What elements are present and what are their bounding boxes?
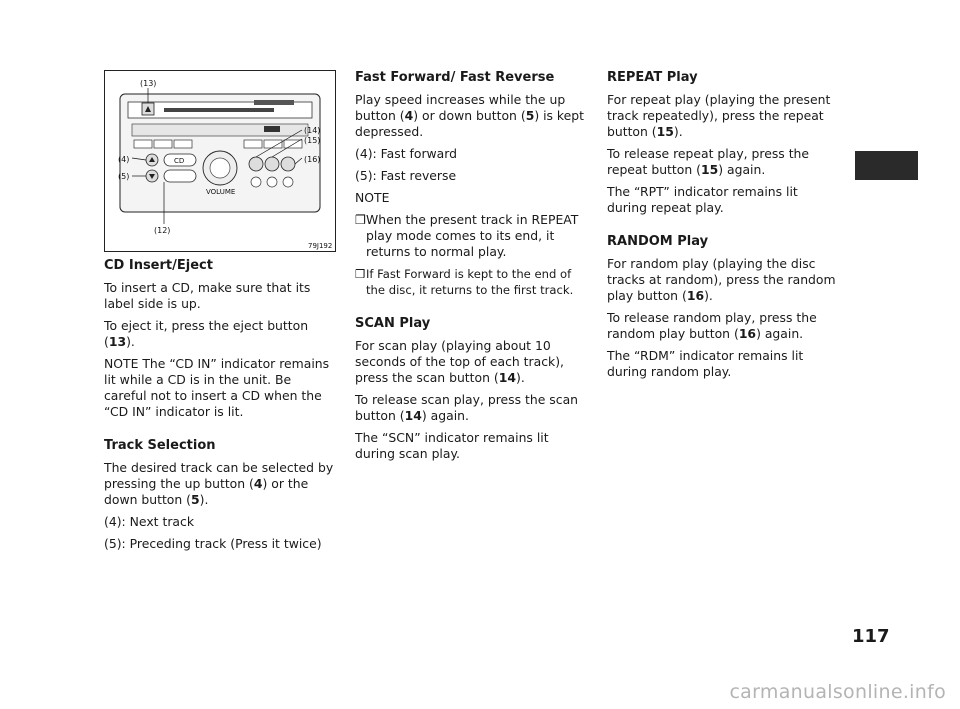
- text-insert: To insert a CD, make sure that its label side is up.: [104, 280, 311, 311]
- callout-15: (15): [304, 136, 321, 145]
- note-label: NOTE: [355, 190, 390, 205]
- radio-illustration: [104, 70, 336, 252]
- text-rdm-indicator: The “RDM” indicator remains lit during random play.: [607, 348, 804, 379]
- callout-5: (5): [118, 172, 130, 181]
- text-release-random: To release random play, press the random play button (16) again.: [607, 310, 817, 341]
- text-scan-play: For scan play (playing about 10 seconds of the top of each track), press the scan button (14).: [355, 338, 564, 385]
- section-tab: [855, 151, 918, 180]
- heading-cd-insert-eject: CD Insert/Eject: [104, 258, 213, 273]
- text-release-scan: To release scan play, press the scan button (14) again.: [355, 392, 579, 423]
- text-note-cd-in: NOTE The “CD IN” indicator remains lit while a CD is in the unit. Be careful not to insert a CD when the “CD IN” indicator is lit.: [104, 356, 330, 419]
- column-2: [355, 70, 587, 468]
- bullet-marker: ❒: [355, 212, 367, 227]
- heading-repeat-play: REPEAT Play: [607, 70, 698, 85]
- cd-button-label: CD: [174, 157, 185, 165]
- text-next-track: (4): Next track: [104, 514, 195, 529]
- text-random-play: For random play (playing the disc tracks at random), press the random play button (16).: [607, 256, 836, 303]
- note-bullet-repeat: ❒ When the present track in REPEAT play mode comes to its end, it returns to normal play.: [355, 212, 579, 259]
- watermark: carmanualsonline.info: [729, 681, 946, 703]
- note-bullet-fast-forward: ❒ If Fast Forward is kept to the end of the disc, it returns to the first track.: [355, 267, 574, 297]
- bullet-marker: ❒: [355, 267, 366, 281]
- text-fast-reverse: (5): Fast reverse: [355, 168, 457, 183]
- text-eject: To eject it, press the eject button (13).: [104, 318, 309, 349]
- column-3: [607, 70, 837, 386]
- text-fast-forward: (4): Fast forward: [355, 146, 458, 161]
- text-repeat-play: For repeat play (playing the present track repeatedly), press the repeat button (15).: [607, 92, 831, 139]
- heading-scan-play: SCAN Play: [355, 316, 431, 331]
- callout-4: (4): [118, 155, 130, 164]
- heading-random-play: RANDOM Play: [607, 234, 709, 249]
- callout-14: (14): [304, 126, 321, 135]
- figure-caption: 79J192: [308, 242, 333, 250]
- page-number: 117: [852, 626, 890, 647]
- text-release-repeat: To release repeat play, press the repeat button (15) again.: [607, 146, 810, 177]
- heading-fast-forward-reverse: Fast Forward/ Fast Reverse: [355, 70, 555, 85]
- text-preceding-track: (5): Preceding track (Press it twice): [104, 536, 322, 551]
- text-rpt-indicator: The “RPT” indicator remains lit during repeat play.: [607, 184, 798, 215]
- callout-16: (16): [304, 155, 321, 164]
- volume-label: VOLUME: [206, 188, 236, 196]
- text-track-selection: The desired track can be selected by pressing the up button (4) or the down button (5).: [104, 460, 334, 507]
- text-scn-indicator: The “SCN” indicator remains lit during scan play.: [355, 430, 549, 461]
- heading-track-selection: Track Selection: [104, 438, 216, 453]
- column-1: [104, 258, 336, 558]
- callout-12: (12): [154, 226, 171, 235]
- text-play-speed: Play speed increases while the up button (4) or down button (5) is kept depressed.: [355, 92, 585, 139]
- callout-13: (13): [140, 79, 157, 88]
